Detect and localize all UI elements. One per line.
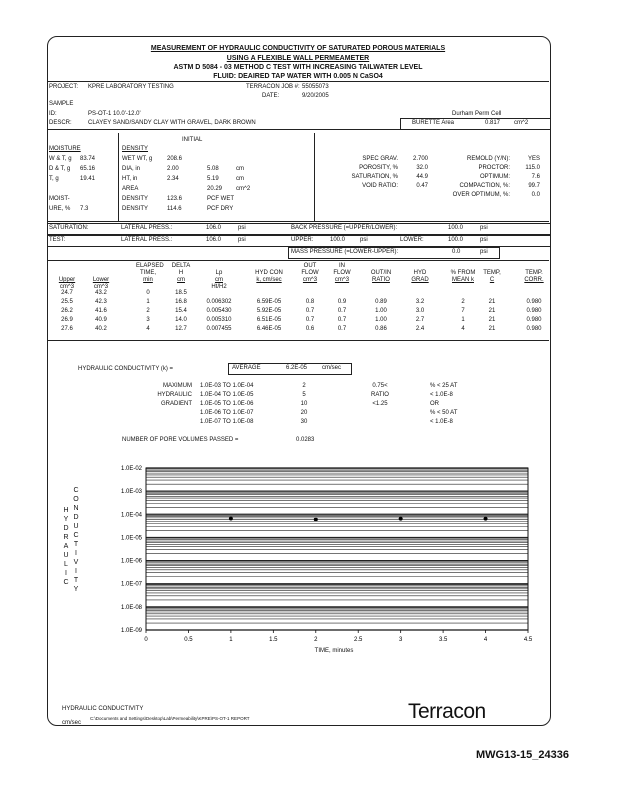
table-cell: 0.007455: [206, 326, 232, 332]
sample-id-label: ID:: [49, 111, 57, 117]
table-cell: 0.86: [375, 326, 387, 332]
initial-l2: DENSITY: [122, 206, 149, 212]
y-label-letter: H: [63, 507, 69, 514]
table-cell: 24.7: [61, 290, 73, 296]
table-header-cell: % FROM: [450, 270, 476, 276]
table-subheader-cell: Ht/H2: [211, 284, 227, 290]
table-cell: 0.980: [526, 326, 542, 332]
y-tick-label: 1.0E-08: [120, 604, 142, 611]
lat1-value: 106.0: [206, 225, 222, 231]
y-label-letter: Y: [73, 586, 79, 593]
y-tick-label: 1.0E-02: [120, 466, 142, 472]
table-cell: 18.5: [175, 290, 187, 296]
initial-l1: MOIST-: [49, 196, 70, 202]
document-frame: [47, 36, 551, 726]
initial-v1: 19.41: [80, 176, 96, 182]
moisture-label: MOISTURE: [49, 146, 81, 152]
table-cell: 14.0: [175, 317, 187, 323]
initial-v2: 123.6: [167, 196, 183, 202]
y-label-letter: I: [75, 568, 77, 575]
x-tick-label: 4.5: [523, 637, 533, 643]
table-cell: 3.2: [415, 299, 425, 305]
table-cell: 0.6: [305, 326, 315, 332]
project-value: KPRE LABORATORY TESTING: [88, 84, 174, 90]
table-cell: 43.2: [95, 290, 107, 296]
table-cell: 0.7: [305, 308, 315, 314]
table-cell: 0.005430: [206, 308, 232, 314]
initial-v3: PCF DRY: [207, 206, 234, 212]
table-cell: 4: [461, 326, 465, 332]
mass-label: MASS PRESSURE (=LOWER-UPPER):: [291, 249, 399, 255]
table-cell: 40.2: [95, 326, 107, 332]
upper-value: 100.0: [330, 237, 346, 243]
table-cell: 4: [146, 326, 150, 332]
burette-value: 0.817: [485, 120, 501, 126]
y-label-letter: Y: [63, 516, 69, 523]
table-header-cell: CORR.: [524, 277, 544, 283]
criteria-n: 2: [302, 383, 306, 389]
table-cell: 0.980: [526, 299, 542, 305]
table-cell: 2: [146, 308, 150, 314]
y-axis-title: HYDRAULIC CONDUCTIVITY: [62, 706, 144, 712]
prop-label-2: COMPACTION, %:: [459, 183, 510, 189]
table-cell: 26.9: [61, 317, 73, 323]
upper-unit: psi: [360, 237, 368, 243]
criteria-pct: OR: [430, 401, 439, 407]
x-tick-label: 1.5: [269, 637, 278, 643]
prop-label-2: REMOLD (Y/N):: [466, 156, 510, 162]
average-label: AVERAGE: [232, 365, 261, 371]
initial-l1: W & T, g: [49, 156, 72, 162]
report-title: MEASUREMENT OF HYDRAULIC CONDUCTIVITY OF SATURATED POROUS MATERIALS: [150, 45, 446, 52]
criteria-label: MAXIMUM: [163, 383, 192, 389]
prop-label: VOID RATIO:: [362, 183, 398, 189]
table-cell: 0: [146, 290, 150, 296]
table-cell: 15.4: [175, 308, 187, 314]
prop-value-2: 7.6: [531, 174, 540, 180]
table-cell: 5.92E-05: [256, 308, 282, 314]
lat1-label: LATERAL PRESS.:: [121, 225, 173, 231]
table-header-cell: ELAPSED: [136, 263, 164, 269]
table-header-cell: FLOW: [333, 270, 351, 276]
report-subtitle: USING A FLEXIBLE WALL PERMEAMETER: [226, 55, 370, 62]
initial-l1: T, g: [49, 176, 59, 182]
criteria-range: 1.0E-06 TO 1.0E-07: [200, 410, 254, 416]
table-cell: 0.980: [526, 317, 542, 323]
table-cell: 1: [461, 317, 465, 323]
y-label-letter: C: [73, 532, 79, 539]
job-label: TERRACON JOB #:: [246, 84, 300, 90]
table-cell: 26.2: [61, 308, 73, 314]
table-cell: 27.6: [61, 326, 73, 332]
x-tick-label: 4: [483, 637, 488, 643]
y-label-letter: T: [73, 541, 79, 548]
table-cell: 42.3: [95, 299, 107, 305]
table-header-cell: TEMP,: [483, 270, 501, 276]
criteria-ratio: 0.75<: [372, 383, 388, 389]
x-tick-label: 2.5: [354, 637, 363, 643]
criteria-ratio: RATIO: [371, 392, 389, 398]
table-cell: 40.9: [95, 317, 107, 323]
table-cell: 2.7: [415, 317, 425, 323]
prop-label-2: PROCTOR:: [478, 165, 510, 171]
back-unit: psi: [480, 225, 488, 231]
lat1-unit: psi: [238, 225, 246, 231]
date-value: 9/20/2005: [302, 93, 329, 99]
document-code: MWG13-15_24336: [476, 749, 569, 761]
initial-l2: WET WT, g: [122, 156, 153, 162]
table-header-cell: HYD: [413, 270, 427, 276]
prop-value-2: 115.0: [525, 165, 540, 171]
table-cell: 0.7: [337, 326, 347, 332]
y-label-letter: D: [73, 514, 79, 521]
initial-v1: 7.3: [80, 206, 89, 212]
criteria-pct: < 1.0E-8: [430, 419, 453, 425]
test-label: TEST:: [49, 237, 66, 243]
y-label-letter: U: [73, 523, 79, 530]
hyd-cond-label: HYDRAULIC CONDUCTIVITY (k) =: [78, 366, 174, 372]
table-cell: 21: [488, 317, 496, 323]
prop-value: 0.47: [416, 183, 428, 189]
table-cell: 16.8: [175, 299, 187, 305]
criteria-label: GRADIENT: [160, 401, 192, 407]
y-axis-unit: cm/sec: [62, 720, 82, 726]
prop-label: POROSITY, %: [359, 165, 398, 171]
initial-v2: 114.6: [167, 206, 182, 212]
x-axis-label: TIME, minutes: [314, 648, 354, 654]
table-cell: 1.00: [375, 317, 387, 323]
y-label-letter: I: [75, 550, 77, 557]
table-cell: 6.51E-05: [256, 317, 282, 323]
prop-label: SPEC GRAV.: [362, 156, 398, 162]
y-tick-label: 1.0E-09: [120, 628, 142, 634]
y-label-letter: N: [73, 505, 79, 512]
initial-v3: PCF WET: [207, 196, 234, 202]
table-cell: 1: [146, 299, 150, 305]
y-tick-label: 1.0E-06: [120, 558, 142, 565]
table-header-cell: TIME,: [140, 270, 156, 276]
prop-value-2: YES: [527, 156, 540, 162]
method-line: ASTM D 5084 - 03 METHOD C TEST WITH INCREASING TAILWATER LEVEL: [173, 64, 423, 71]
criteria-range: 1.0E-07 TO 1.0E-08: [200, 419, 254, 425]
initial-v3: 5.08: [207, 166, 219, 172]
y-label-letter: U: [63, 552, 69, 559]
table-header-cell: Lower: [92, 277, 110, 283]
criteria-range: 1.0E-03 TO 1.0E-04: [200, 383, 254, 389]
lower-unit: psi: [480, 237, 488, 243]
average-value: 6.2E-05: [286, 365, 308, 371]
prop-value: 44.9: [416, 174, 428, 180]
table-header-cell: OUT/IN: [370, 270, 392, 276]
initial-u: cm: [236, 176, 244, 182]
table-cell: 3.0: [415, 308, 425, 314]
table-cell: 0.7: [337, 308, 347, 314]
table-subheader-cell: cm^3: [93, 284, 109, 290]
table-cell: 0.9: [337, 299, 347, 305]
criteria-pct: % < 50 AT: [430, 410, 458, 416]
table-cell: 0.8: [305, 299, 315, 305]
date-label: DATE:: [262, 93, 280, 99]
criteria-pct: < 1.0E-8: [430, 392, 453, 398]
y-label-letter: C: [73, 487, 79, 494]
prop-label-2: OPTIMUM:: [480, 174, 510, 180]
initial-l2: DIA, in: [122, 166, 141, 172]
upper-label: UPPER:: [291, 237, 314, 243]
table-header-cell: GRAD: [411, 277, 429, 283]
mass-unit: psi: [480, 249, 488, 255]
initial-l1: D & T, g: [49, 166, 71, 172]
initial-l2: HT, in: [122, 176, 138, 182]
table-header-cell: H: [178, 270, 184, 276]
table-cell: 1.00: [375, 308, 387, 314]
table-header-cell: TEMP.: [525, 270, 543, 276]
initial-v2: 2.00: [167, 166, 179, 172]
table-header-cell: cm: [215, 277, 223, 283]
table-header-cell: OUT: [303, 263, 317, 269]
prop-label: SATURATION, %: [351, 174, 398, 180]
burette-label: BURETTE Area: [412, 120, 455, 126]
table-cell: 21: [488, 299, 496, 305]
table-header-cell: min: [143, 277, 153, 283]
initial-v1: 65.16: [80, 166, 96, 172]
table-header-cell: HYD CON: [255, 270, 283, 276]
table-cell: 0.006302: [206, 299, 232, 305]
terracon-logo: Terracon: [408, 700, 486, 723]
x-tick-label: 1: [229, 637, 233, 643]
table-cell: 0.980: [526, 308, 542, 314]
table-header-cell: Upper: [58, 277, 76, 283]
back-value: 100.0: [448, 225, 464, 231]
y-label-letter: C: [63, 579, 69, 586]
pore-volumes-label: NUMBER OF PORE VOLUMES PASSED =: [122, 437, 239, 443]
table-cell: 6.59E-05: [256, 299, 282, 305]
initial-l2: DENSITY: [122, 196, 149, 202]
job-value: 55055073: [302, 84, 329, 90]
table-header-cell: k, cm/sec: [256, 277, 282, 283]
table-cell: 2: [461, 299, 465, 305]
criteria-range: 1.0E-05 TO 1.0E-06: [200, 401, 254, 407]
initial-u: cm: [236, 166, 244, 172]
prop-value-2: 0.0: [531, 192, 540, 198]
lower-value: 100.0: [448, 237, 464, 243]
criteria-range: 1.0E-04 TO 1.0E-05: [200, 392, 254, 398]
table-cell: 0.89: [375, 299, 387, 305]
table-cell: 41.6: [95, 308, 107, 314]
table-cell: 0.7: [305, 317, 315, 323]
table-header-cell: cm^3: [302, 277, 318, 283]
sample-id-value: PS-OT-1 10.0'-12.0': [88, 111, 141, 117]
initial-v2: 2.34: [167, 176, 179, 182]
table-header-cell: DELTA: [171, 263, 191, 269]
y-tick-label: 1.0E-05: [120, 535, 142, 542]
y-label-letter: T: [73, 577, 79, 584]
descr-value: CLAYEY SAND/SANDY CLAY WITH GRAVEL, DARK BROWN: [88, 120, 256, 126]
lat2-value: 106.0: [206, 237, 222, 243]
average-unit: cm/sec: [322, 365, 342, 371]
criteria-n: 10: [300, 401, 308, 407]
initial-v2: 208.6: [167, 156, 183, 162]
x-tick-label: 3: [398, 637, 403, 643]
initial-title: INITIAL: [182, 137, 203, 143]
prop-label-2: OVER OPTIMUM, %:: [452, 192, 510, 198]
table-cell: 0.7: [337, 317, 347, 323]
x-tick-label: 0: [144, 637, 148, 643]
prop-value: 2.700: [412, 156, 428, 162]
initial-l2: AREA: [122, 186, 139, 192]
fluid-line: FLUID: DEAIRED TAP WATER WITH 0.005 N CaSO4: [213, 73, 383, 80]
table-header-cell: cm: [177, 277, 185, 283]
initial-l1: URE, %: [49, 206, 71, 212]
table-header-cell: FLOW: [301, 270, 319, 276]
y-label-letter: D: [63, 525, 69, 532]
table-cell: 3: [146, 317, 150, 323]
initial-v1: 83.74: [80, 156, 96, 162]
initial-v3: 20.29: [207, 186, 223, 192]
table-cell: 21: [488, 326, 496, 332]
table-header-cell: C: [489, 277, 495, 283]
criteria-label: HYDRAULIC: [157, 392, 192, 398]
file-path: C:\Documents and Settings\Desktop\Lab\Permeability\KPRE\PS-OT-1 REPORT: [90, 716, 250, 721]
mass-value: 0.0: [452, 249, 461, 255]
criteria-n: 20: [300, 410, 308, 416]
y-label-letter: A: [63, 543, 69, 550]
x-tick-label: 3.5: [438, 637, 448, 643]
table-cell: 12.7: [175, 326, 187, 332]
criteria-pct: % < 25 AT: [430, 383, 458, 389]
sample-label: SAMPLE: [49, 101, 74, 107]
cell-label: Durham Perm Cell: [452, 111, 502, 117]
table-header-cell: MEAN k: [451, 277, 474, 283]
criteria-n: 5: [302, 392, 306, 398]
table-header-cell: RATIO: [372, 277, 390, 283]
table-cell: 21: [488, 308, 496, 314]
burette-unit: cm^2: [514, 120, 529, 126]
density-label: DENSITY: [122, 146, 149, 152]
y-tick-label: 1.0E-04: [120, 512, 142, 519]
table-header-cell: cm^3: [334, 277, 350, 283]
x-tick-label: 2: [314, 637, 318, 643]
descr-label: DESCR:: [49, 120, 72, 126]
table-cell: 2.4: [415, 326, 425, 332]
x-tick-label: 0.5: [184, 637, 193, 643]
y-label-letter: L: [64, 561, 68, 568]
criteria-ratio: <1.25: [372, 401, 388, 407]
y-tick-label: 1.0E-07: [120, 581, 142, 588]
table-header-cell: Lp: [215, 270, 223, 276]
table-subheader-cell: cm^3: [59, 284, 75, 290]
y-label-letter: I: [65, 570, 67, 577]
prop-value-2: 99.7: [528, 183, 540, 189]
table-cell: 6.46E-05: [256, 326, 282, 332]
initial-v3: 5.19: [207, 176, 219, 182]
pore-volumes-value: 0.0283: [296, 437, 315, 443]
table-cell: 0.005310: [206, 317, 232, 323]
lat2-unit: psi: [238, 237, 246, 243]
table-cell: 25.5: [61, 299, 73, 305]
y-label-letter: R: [63, 534, 69, 541]
criteria-n: 30: [300, 419, 308, 425]
project-label: PROJECT:: [49, 84, 79, 90]
y-label-letter: V: [73, 559, 79, 566]
table-cell: 7: [461, 308, 465, 314]
prop-value: 32.0: [416, 165, 428, 171]
table-header-cell: IN: [339, 263, 345, 269]
lower-label: LOWER:: [400, 237, 424, 243]
initial-u: cm^2: [236, 186, 251, 192]
lat2-label: LATERAL PRESS.:: [121, 237, 173, 243]
y-label-letter: O: [73, 496, 79, 503]
y-tick-label: 1.0E-03: [120, 489, 142, 496]
saturation-label: SATURATION:: [49, 225, 89, 231]
back-label: BACK PRESSURE (=UPPER/LOWER):: [291, 225, 398, 231]
